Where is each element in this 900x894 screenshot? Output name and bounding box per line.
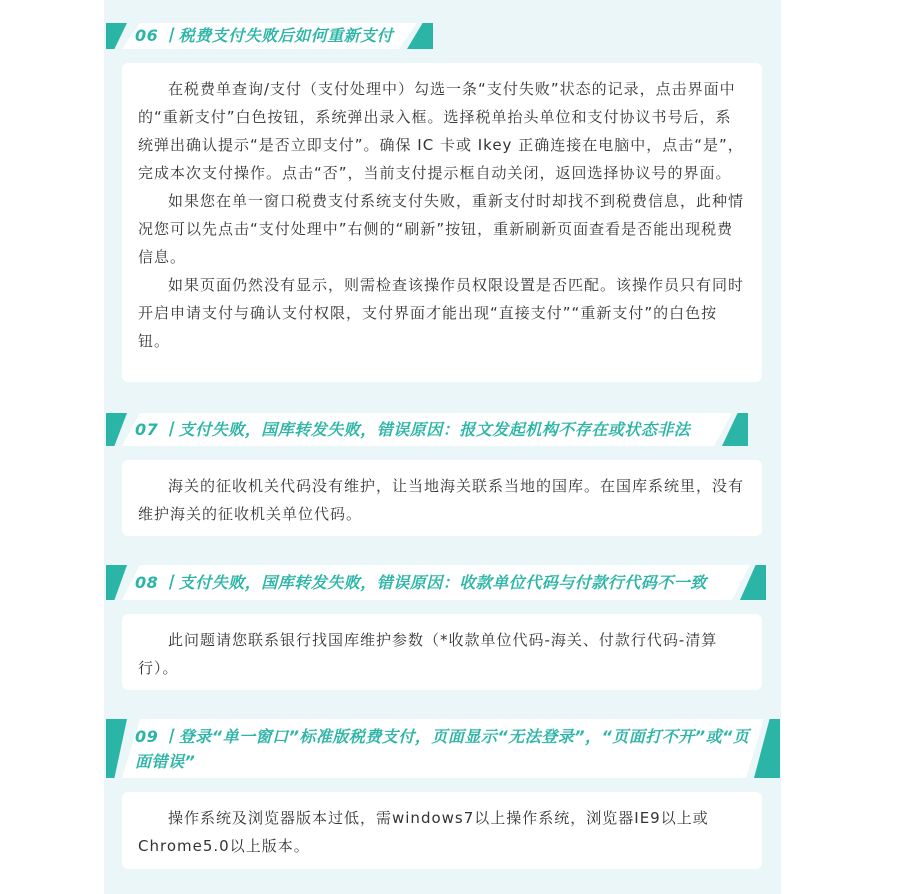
answer-paragraph: 在税费单查询/支付（支付处理中）勾选一条“支付失败”状态的记录，点击界面中的“重新支付”白色按钮，系统弹出录入框。选择税单抬头单位和支付协议书号后，系统弹出确认提示“是否立即支付”。确保 IC 卡或 Ikey 正确连接在电脑中，点击“是”，完成本次支付操作。点击“否”，当前支付提示框自动关闭，返回选择协议号的界面。 — [138, 80, 744, 182]
section-title — [135, 23, 401, 49]
answer-paragraph: 此问题请您联系银行找国库维护参数（*收款单位代码-海关、付款行代码-清算行）。 — [138, 631, 718, 677]
section-separator: 丨 — [162, 727, 179, 746]
section-number: 08 — [135, 573, 159, 592]
section-header-06 — [106, 23, 433, 49]
section-header-07 — [106, 413, 748, 446]
section-separator: 丨 — [162, 26, 179, 45]
answer-card-08 — [122, 614, 762, 690]
section-title-text: 登录“单一窗口”标准版税费支付，页面显示“无法登录”，“页面打不开”或“页面错误” — [135, 727, 750, 771]
header-accent-left — [106, 23, 127, 49]
section-title-text: 支付失败，国库转发失败，错误原因：报文发起机构不存在或状态非法 — [178, 420, 691, 439]
section-separator: 丨 — [162, 573, 179, 592]
answer-paragraph: 如果页面仍然没有显示，则需检查该操作员权限设置是否匹配。该操作员只有同时开启申请支付与确认支付权限，支付界面才能出现“直接支付”“重新支付”的白色按钮。 — [138, 276, 745, 350]
section-title-text: 税费支付失败后如何重新支付 — [178, 26, 394, 45]
section-title — [135, 724, 752, 774]
answer-card-07 — [122, 460, 762, 536]
section-number: 06 — [135, 26, 159, 45]
section-number: 09 — [135, 727, 159, 746]
header-accent-left — [106, 565, 127, 600]
section-header-08 — [106, 565, 766, 600]
section-header-09 — [106, 719, 780, 778]
section-title — [135, 413, 716, 446]
answer-card-06 — [122, 63, 762, 382]
section-title-text: 支付失败，国库转发失败，错误原因：收款单位代码与付款行代码不一致 — [178, 573, 707, 592]
answer-paragraph: 如果您在单一窗口税费支付系统支付失败，重新支付时却找不到税费信息，此种情况您可以先点击“支付处理中”右侧的“刷新”按钮，重新刷新页面查看是否能出现税费信息。 — [138, 192, 745, 266]
section-separator: 丨 — [162, 420, 179, 439]
header-accent-left — [106, 719, 127, 778]
answer-paragraph: 操作系统及浏览器版本过低，需windows7以上操作系统，浏览器IE9以上或Chrome5.0以上版本。 — [138, 809, 709, 855]
section-number: 07 — [135, 420, 159, 439]
header-accent-left — [106, 413, 127, 446]
answer-paragraph: 海关的征收机关代码没有维护，让当地海关联系当地的国库。在国库系统里，没有维护海关的征收机关单位代码。 — [138, 477, 745, 523]
section-title — [135, 565, 734, 600]
answer-card-09 — [122, 792, 762, 869]
